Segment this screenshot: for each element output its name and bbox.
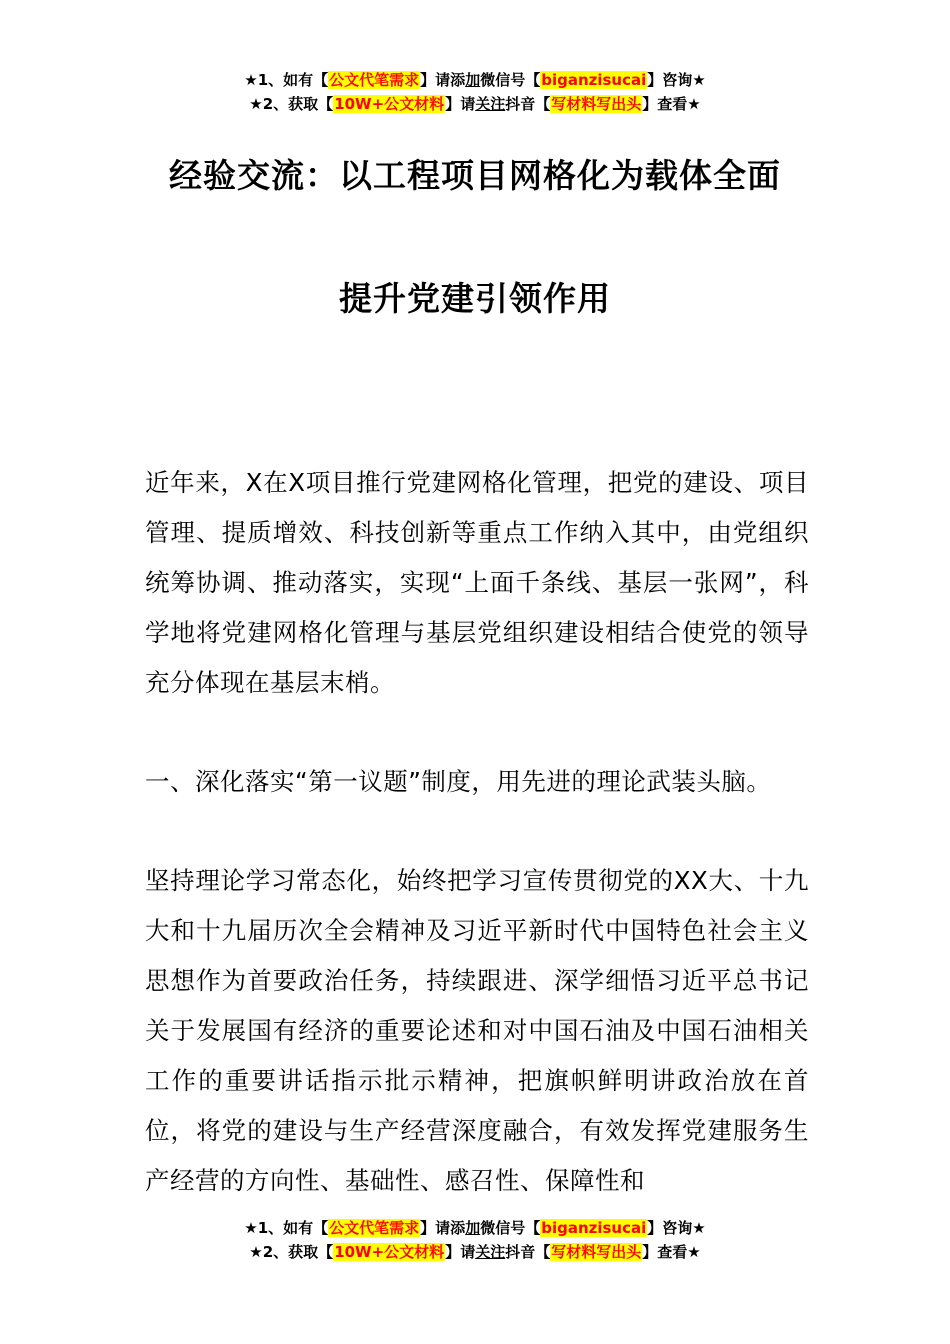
document-title-line-1: 经验交流：以工程项目网格化为载体全面 <box>169 156 781 195</box>
footer-line-1-suffix: 】咨询★ <box>647 1219 706 1237</box>
footer-line-1-prefix: ★1、如有【 <box>244 1219 329 1237</box>
footer-line-1-highlight-service: 公文代笔需求 <box>329 1219 420 1237</box>
banner-line-2-middle-2: 抖音【 <box>505 95 551 113</box>
footer-line-1-middle: 】请添 <box>420 1219 466 1237</box>
banner-line-1-suffix: 】咨询★ <box>647 71 706 89</box>
footer-line-1-highlight-wechat: biganzisucai <box>541 1219 647 1237</box>
paragraph-intro: 近年来，X在X项目推行党建网格化管理，把党的建设、项目管理、提质增效、科技创新等重点工作纳入其中，由党组织统筹协调、推动落实，实现“上面千条线、基层一张网”，科学地将党建网格化管理与基层党组织建设相结合使党的领导充分体现在基层末梢。 <box>145 468 809 697</box>
banner-line-1-underlined: 加 <box>465 71 481 89</box>
footer-line-2-prefix: ★2、获取【 <box>249 1243 334 1261</box>
footer-banner <box>0 1216 950 1264</box>
banner-line-2-highlight-materials: 10W+公文材料 <box>334 95 445 113</box>
banner-line-2 <box>0 92 950 116</box>
footer-line-1-underlined: 加 <box>465 1219 481 1237</box>
banner-line-2-middle: 】请 <box>445 95 476 113</box>
banner-line-2-prefix: ★2、获取【 <box>249 95 334 113</box>
banner-line-2-highlight-douyin: 写材料写出头 <box>551 95 642 113</box>
header-banner <box>0 68 950 116</box>
footer-line-2-middle-2: 抖音【 <box>505 1243 551 1261</box>
section-heading-1: 一、深化落实“第一议题”制度，用先进的理论武装头脑。 <box>145 767 772 796</box>
footer-line-2-highlight-douyin: 写材料写出头 <box>551 1243 642 1261</box>
banner-line-1-middle: 】请添 <box>420 71 466 89</box>
footer-banner-line-1 <box>0 1216 950 1240</box>
banner-line-2-suffix: 】查看★ <box>642 95 701 113</box>
document-title-line-2: 提升党建引领作用 <box>339 279 611 318</box>
banner-line-1-highlight-service: 公文代笔需求 <box>329 71 420 89</box>
banner-line-2-underlined: 关注 <box>475 95 506 113</box>
footer-line-2-suffix: 】查看★ <box>642 1243 701 1261</box>
banner-line-1-middle-2: 微信号【 <box>480 71 541 89</box>
footer-banner-line-2 <box>0 1240 950 1264</box>
footer-line-2-underlined: 关注 <box>475 1243 506 1261</box>
banner-line-1-highlight-wechat: biganzisucai <box>541 71 647 89</box>
footer-line-2-middle: 】请 <box>445 1243 476 1261</box>
footer-line-2-highlight-materials: 10W+公文材料 <box>334 1243 445 1261</box>
banner-line-1 <box>0 68 950 92</box>
paragraph-section-1: 坚持理论学习常态化，始终把学习宣传贯彻党的XX大、十九大和十九届历次全会精神及习近平新时代中国特色社会主义思想作为首要政治任务，持续跟进、深学细悟习近平总书记关于发展国有经济的重要论述和对中国石油及中国石油相关工作的重要讲话指示批示精神，把旗帜鲜明讲政治放在首位，将党的建设与生产经营深度融合，有效发挥党建服务生产经营的方向性、基础性、感召性、保障性和 <box>145 866 809 1195</box>
footer-line-1-middle-2: 微信号【 <box>480 1219 541 1237</box>
banner-line-1-prefix: ★1、如有【 <box>244 71 329 89</box>
